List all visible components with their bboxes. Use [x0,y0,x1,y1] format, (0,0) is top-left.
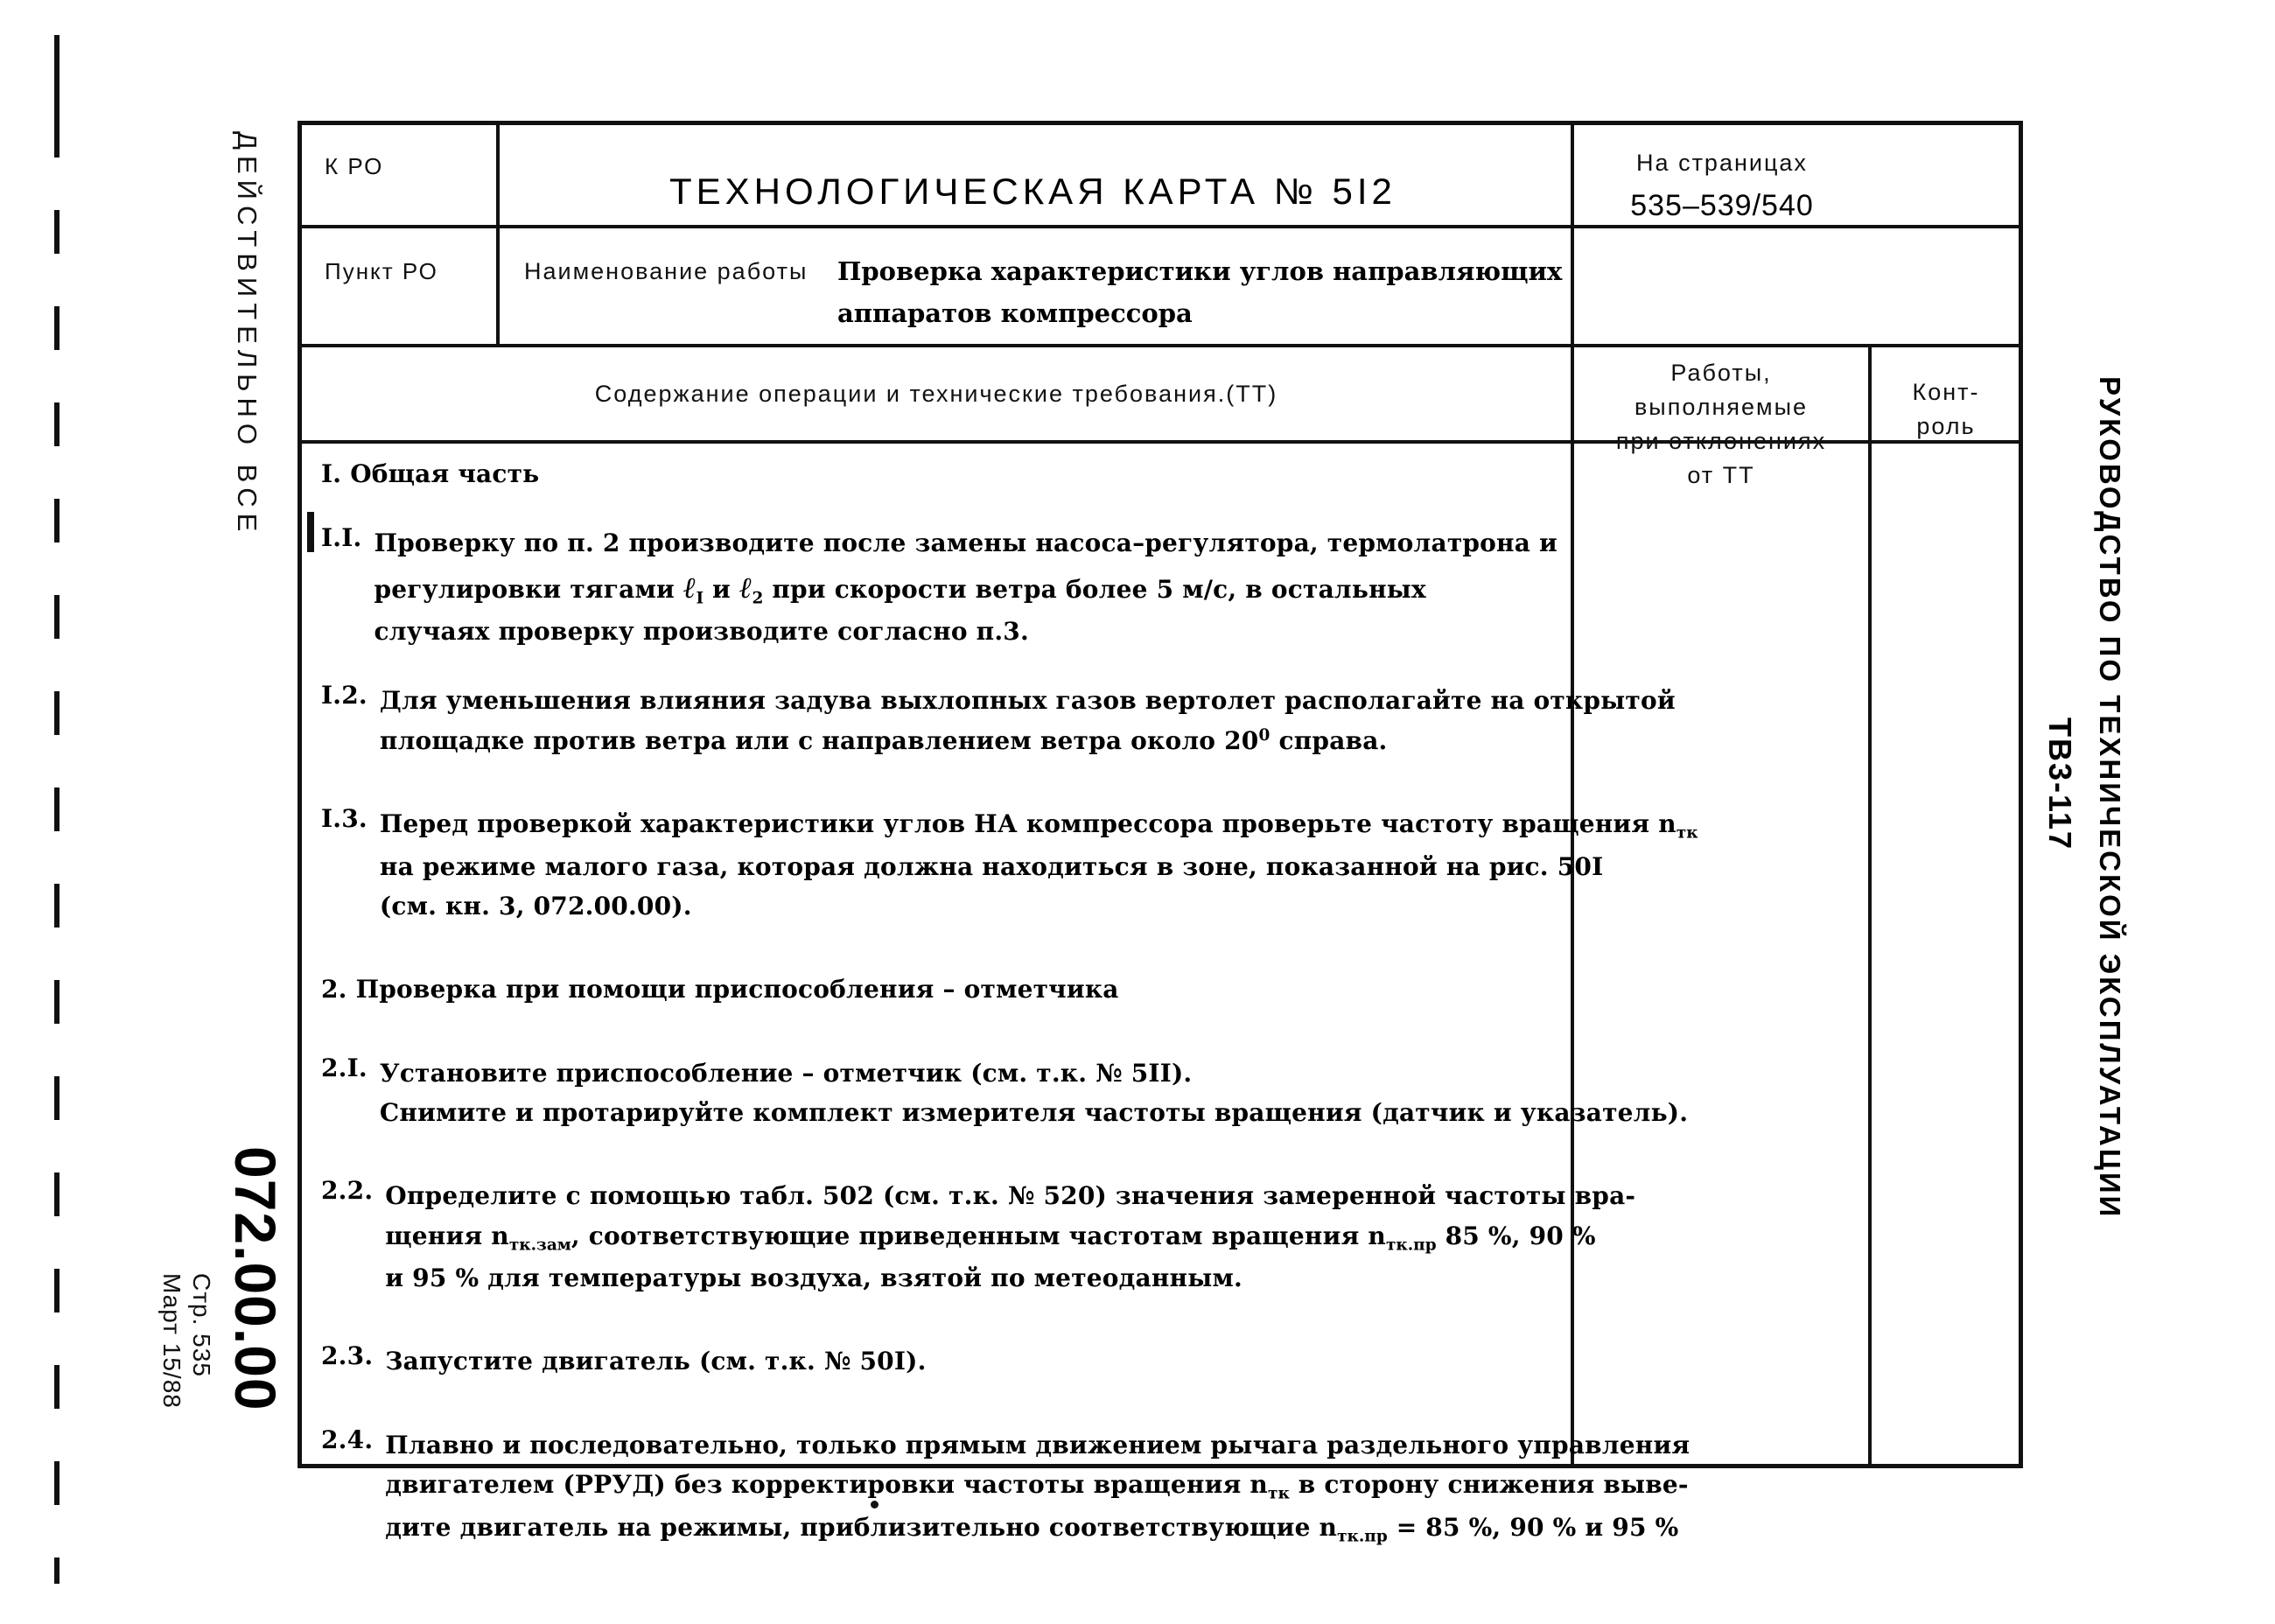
column-header-content: Содержание операции и технические требования.(ТТ) [594,381,1278,407]
page-title: ТЕХНОЛОГИЧЕСКАЯ КАРТА № 5I2 [669,171,1396,212]
item-1-1-line-3: случаях проверку производите согласно п.3. [374,617,1029,647]
item-1-1-line-2b: и [704,574,739,604]
item-1-2-line-2b: справа. [1270,725,1388,755]
technology-card-table [298,121,2023,1546]
page-number-label: Стр. 535 [188,1273,215,1377]
item-2-2-sub-2: тк.пр [1385,1236,1437,1255]
item-1-1-line-2a: регулировки тягами [374,574,683,604]
column-header-control [1873,375,2019,444]
list-item-2-2 [321,1176,1712,1298]
list-item-1-1 [321,523,1712,651]
validity-label: ДЕЙСТВИТЕЛЬНО ВСЕ [232,131,262,538]
item-2-1-number: 2.I. [321,1053,368,1082]
item-2-4-number: 2.4. [321,1424,374,1454]
item-2-2-line-2a: щения n [385,1221,509,1250]
item-2-2-number: 2.2. [321,1176,374,1206]
operation-content-column [302,444,1698,1546]
item-1-3-line-1 [380,804,1712,846]
ro-code-label: К РО [325,153,384,179]
item-2-4-line-3a: дите двигатель на режимы, приблизительно соответствующие n [385,1512,1338,1542]
item-2-1-line-2: Снимите и протарируйте комплект измерителя частоты вращения (датчик и указатель). [379,1098,1689,1128]
item-2-4-line-2 [385,1465,1712,1507]
deviations-line-4: от ТТ [1687,462,1755,489]
item-1-3-line-2: на режиме малого газа, которая должна находиться в зоне, показанной на рис. 50I [379,851,1604,881]
list-item-2-4 [321,1425,1712,1550]
section-2-title: 2. Проверка при помощи приспособления – отметчика [321,975,1119,1004]
item-1-3-line-3: (см. кн. 3, 072.00.00). [379,891,692,920]
item-1-2-line-1: Для уменьшения влияния задува выхлопных газов вертолет располагайте на открытой [379,686,1676,716]
section-heading-2 [321,970,1712,1009]
engine-model-label: ТВ3-117 [2042,718,2078,851]
deviations-line-1: Работы, [1670,360,1772,386]
item-1-1-line-2c: при скорости ветра более 5 м/с, в остальных [763,574,1426,604]
item-2-4-line-1: Плавно и последовательно, только прямым движением рычага раздельного управления [385,1430,1690,1460]
item-2-2-line-3: и 95 % для температуры воздуха, взятой по метеоданным. [385,1264,1242,1293]
pages-label: На страницах [1636,150,1808,176]
item-1-1-line-1: Проверку по п. 2 производите после замены насоса–регулятора, термолатрона и [374,528,1558,558]
item-2-3-number: 2.3. [321,1341,374,1371]
item-1-3-sub-1: тк [1676,823,1698,843]
document-code: 072.00.00 [223,1146,288,1411]
list-item-1-3 [321,804,1712,926]
item-2-2-line-1: Определите с помощью табл. 502 (см. т.к. № 520) значения замеренной частоты вра- [385,1181,1636,1211]
item-2-2-line-2b: , соответствующие приведенным частотам вращения n [570,1221,1386,1250]
manual-title-label: РУКОВОДСТВО ПО ТЕХНИЧЕСКОЙ ЭКСПЛУАТАЦИИ [2094,376,2126,1220]
pages-value: 535–539/540 [1630,189,1814,222]
control-line-1: Конт- [1912,379,1980,405]
work-name-caption: Наименование работы [524,258,808,284]
control-line-2: роль [1916,413,1976,440]
item-2-2-line-2 [385,1216,1712,1258]
work-name-line-1: Проверка характеристики углов направляющих [837,256,1563,286]
item-1-1-line-2 [374,564,1713,612]
revision-date-label: Март 15/88 [158,1273,186,1409]
list-item-2-3 [321,1341,1712,1381]
item-2-4-line-2b: в сторону снижения выве- [1289,1470,1689,1500]
deviations-line-2: выполняемые [1634,394,1809,421]
degree-superscript: 0 [1258,725,1270,745]
item-2-2-line-2c: 85 %, 90 % [1436,1221,1596,1250]
item-1-1-sub-1: I [696,589,704,608]
section-1-title: I. Общая часть [321,459,540,488]
item-1-2-number: I.2. [321,681,368,710]
list-item-2-1 [321,1054,1712,1133]
item-1-1-number: I.I. [321,523,362,553]
item-2-3-line-1: Запустите двигатель (см. т.к. № 50I). [385,1347,927,1376]
deviations-line-3: при отклонениях [1615,428,1827,455]
item-2-2-sub-1: тк.зам [508,1236,571,1255]
rule-vert-ro [496,125,500,344]
change-marker [307,512,314,552]
list-item-1-2 [321,681,1712,760]
item-1-3-line-1a: Перед проверкой характеристики углов НА компрессора проверьте частоту вращения n [379,809,1676,839]
work-name-line-2: аппаратов компрессора [837,298,1193,328]
rod-symbol-2: ℓ [738,569,752,605]
ro-item-label: Пункт РО [325,258,438,284]
section-heading-1 [321,454,1712,494]
deviations-column-body [1574,444,1868,1462]
item-2-4-line-3b: = 85 %, 90 % и 95 % [1387,1512,1679,1542]
page-centering-dot [871,1501,878,1508]
item-1-1-sub-2: 2 [752,589,764,608]
item-2-1-line-1: Установите приспособление – отметчик (см. т.к. № 5II). [379,1058,1193,1088]
rod-symbol-1: ℓ [682,569,696,605]
work-name-value [837,251,1562,335]
pages-block [1579,150,1865,223]
item-1-2-line-2a: площадке против ветра или с направлением ветра около 20 [379,725,1259,755]
item-1-2-line-2 [380,721,1712,760]
rule-header-1 [302,225,2019,228]
operations-list [321,454,1712,1550]
item-2-4-line-3 [385,1508,1712,1550]
control-column-body [1872,444,2020,1462]
binding-marks [54,35,60,1584]
item-2-4-sub-1: тк [1268,1484,1290,1503]
rule-header-2 [302,344,2019,347]
item-2-4-sub-2: тк.пр [1337,1527,1388,1546]
item-1-3-number: I.3. [321,804,368,834]
item-2-4-line-2a: двигателем (РРУД) без корректировки частоты вращения n [385,1470,1268,1500]
